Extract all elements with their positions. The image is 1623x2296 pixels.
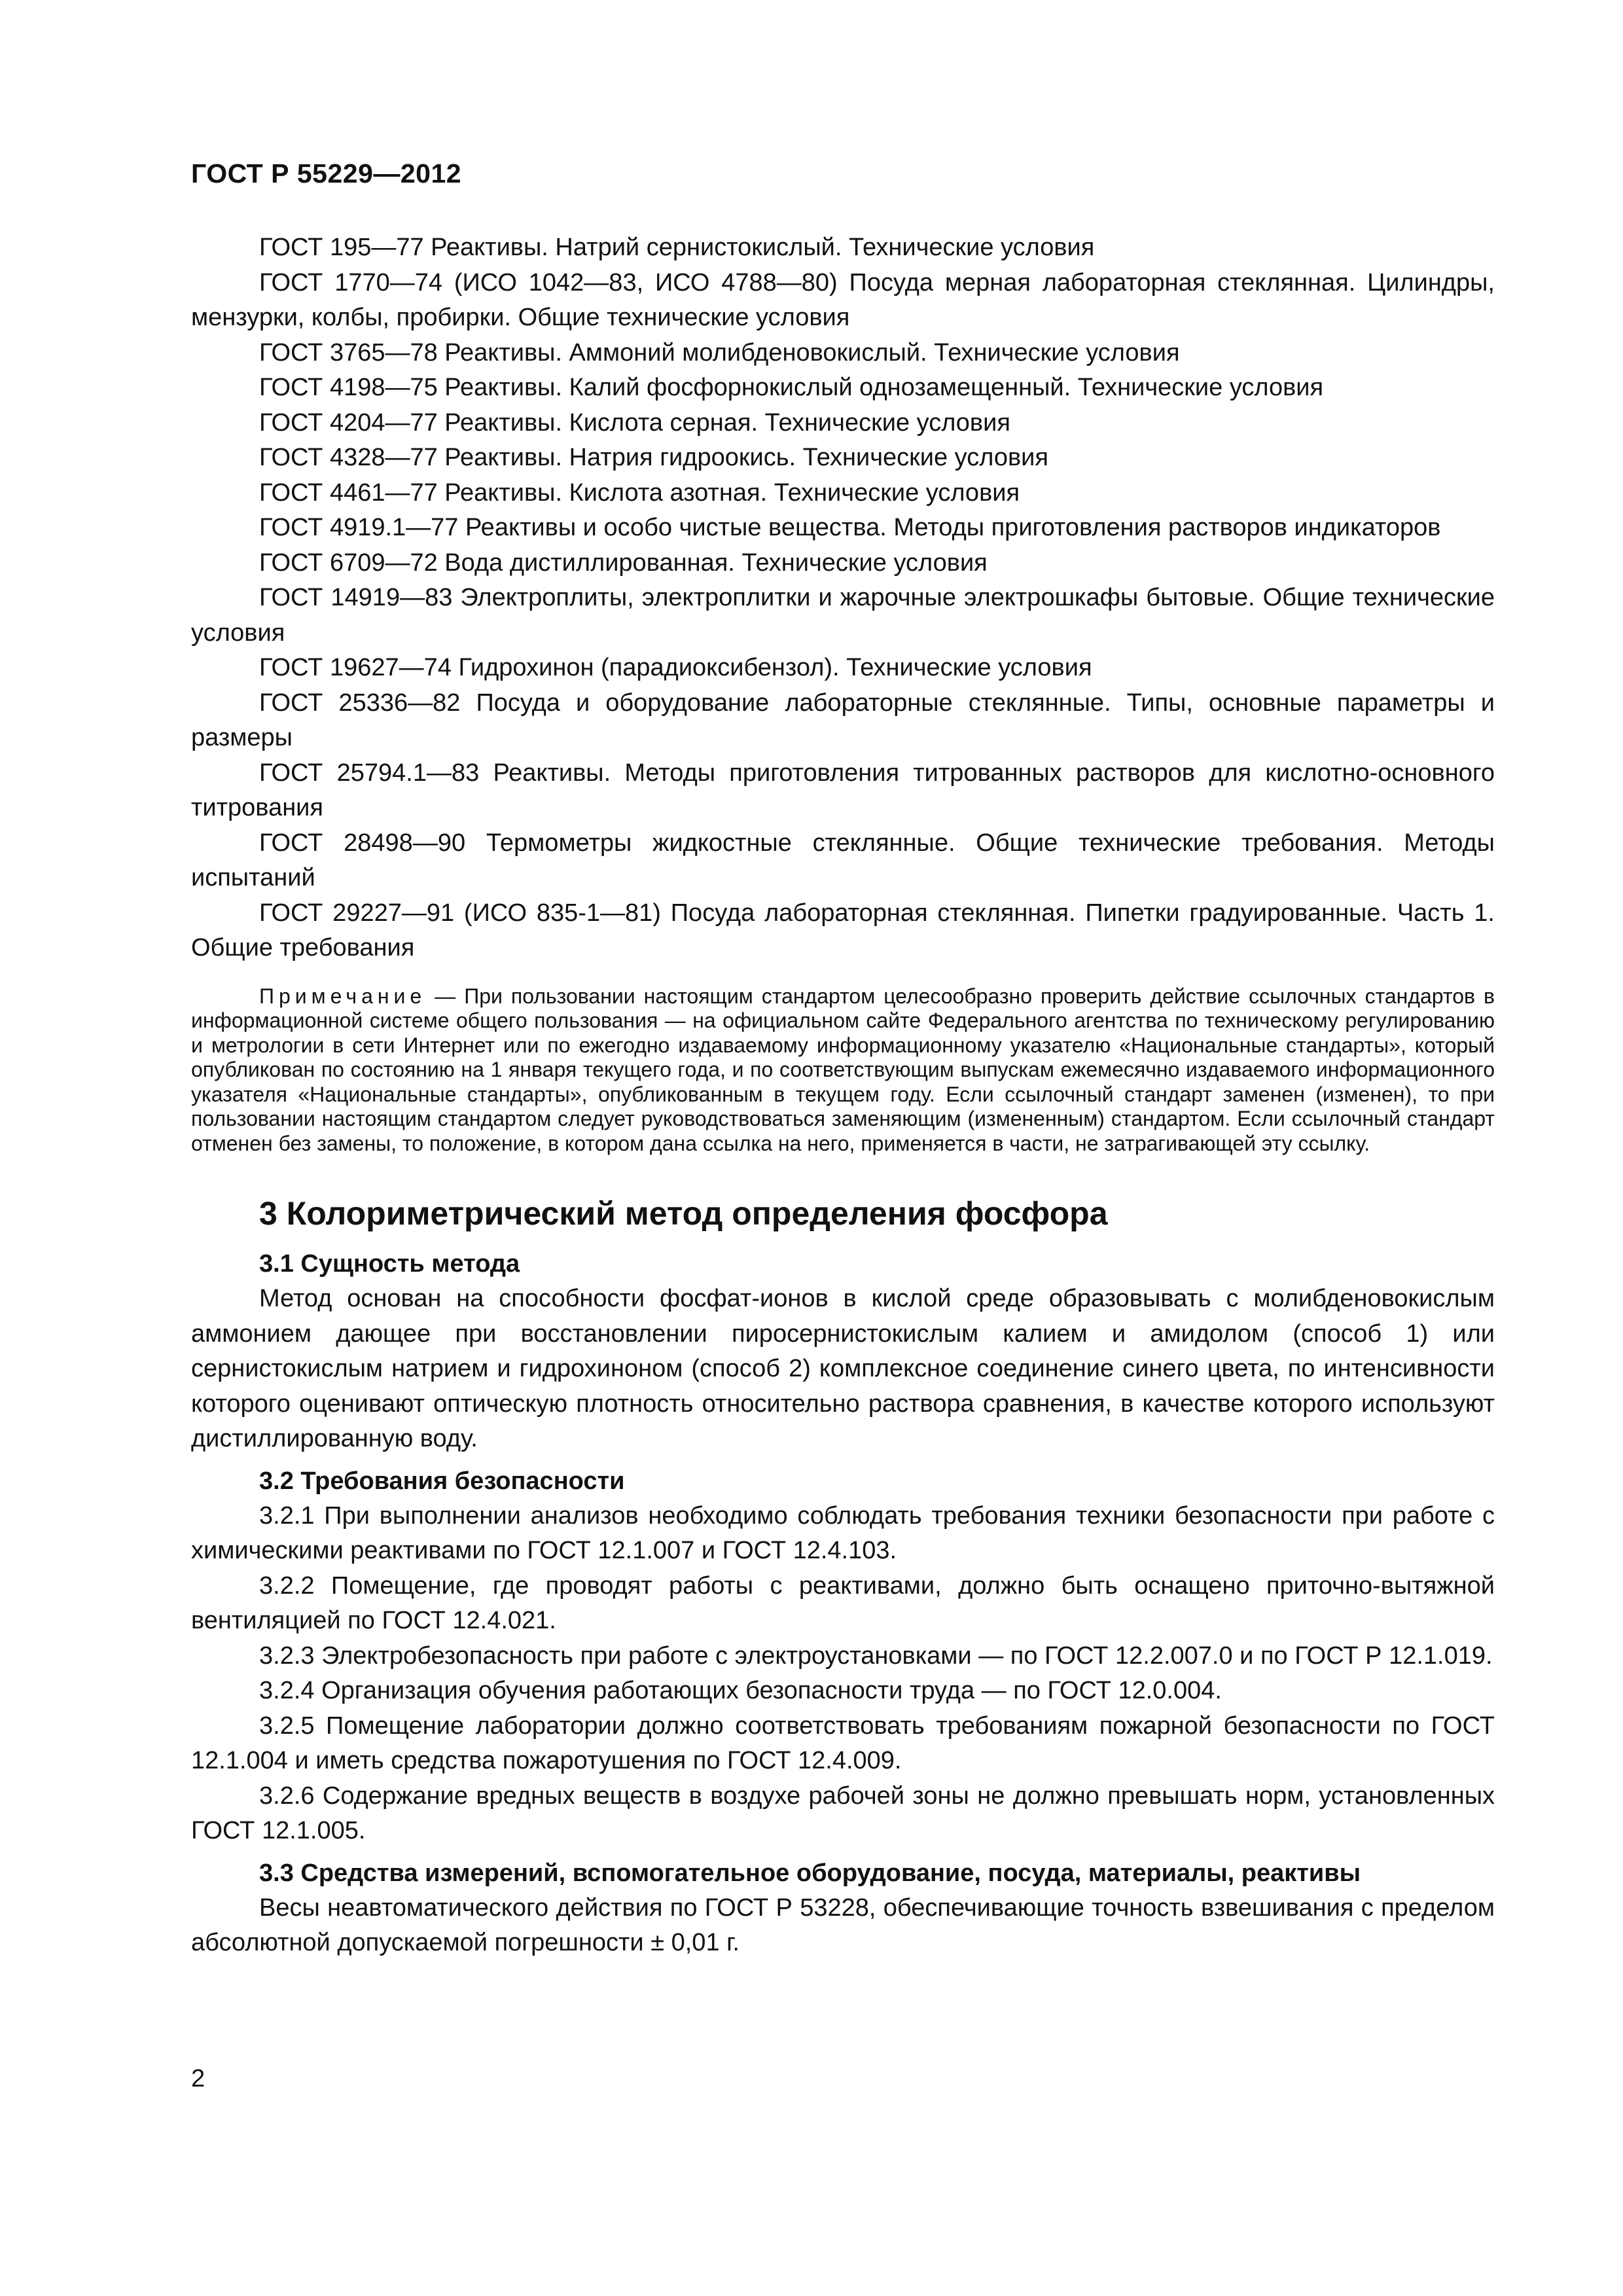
document-header: ГОСТ Р 55229—2012 xyxy=(191,158,462,188)
section-3-2-title: 3.2 Требования безопасности xyxy=(259,1467,625,1495)
section-3-3-text: Весы неавтоматического действия по ГОСТ Р 53228, обеспечивающие точность взвешивания с пределом абсолютной допускаемой погрешности ± 0,01 г. xyxy=(191,1893,1495,1956)
reference-item: ГОСТ 195—77 Реактивы. Натрий сернистокислый. Технические условия xyxy=(259,234,1095,261)
note-text: — При пользовании настоящим стандартом целесообразно проверить действие ссылочных стандартов в информационной системе общего пользования — на официальном сайте Федерального агентства по техническому регулированию и метрологии в сети Интернет или по ежегодно издаваемому информационному указателю «Национальные стандарты», который опубликован по состоянию на 1 января текущего года, и по соответствующим выпускам ежемесячно издаваемого информационного указателя «Национальные стандарты», опубликованным в текущем году. Если ссылочный стандарт заменен (изменен), то при пользовании настоящим стандартом следует руководствоваться заменяющим (измененным) стандартом. Если ссылочный стандарт отменен без замены, то положение, в котором дана ссылка на него, применяется в части, не затрагивающей эту ссылку. xyxy=(191,984,1495,1155)
reference-item: ГОСТ 28498—90 Термометры жидкостные стеклянные. Общие технические требования. Методы испытаний xyxy=(191,829,1495,891)
reference-item: ГОСТ 25794.1—83 Реактивы. Методы приготовления титрованных растворов для кислотно-основного титрования xyxy=(191,759,1495,821)
reference-item: ГОСТ 6709—72 Вода дистиллированная. Технические условия xyxy=(259,548,988,577)
reference-item: ГОСТ 4461—77 Реактивы. Кислота азотная. Технические условия xyxy=(259,478,1020,507)
reference-item: ГОСТ 4204—77 Реактивы. Кислота серная. Технические условия xyxy=(259,408,1010,437)
reference-item: ГОСТ 3765—78 Реактивы. Аммоний молибденовокислый. Технические условия xyxy=(259,338,1180,367)
reference-item: ГОСТ 25336—82 Посуда и оборудование лабораторные стеклянные. Типы, основные параметры и размеры xyxy=(191,689,1495,751)
reference-item: ГОСТ 4198—75 Реактивы. Калий фосфорнокислый однозамещенный. Технические условия xyxy=(259,374,1324,401)
section-3-title: 3 Колориметрический метод определения фосфора xyxy=(259,1195,1108,1232)
clause-3-2-4: 3.2.4 Организация обучения работающих безопасности труда — по ГОСТ 12.0.004. xyxy=(259,1677,1222,1704)
reference-item: ГОСТ 4328—77 Реактивы. Натрия гидроокись. Технические условия xyxy=(259,444,1048,471)
clause-3-2-6: 3.2.6 Содержание вредных веществ в воздухе рабочей зоны не должно превышать норм, установленных ГОСТ 12.1.005. xyxy=(191,1782,1495,1844)
reference-item: ГОСТ 1770—74 (ИСО 1042—83, ИСО 4788—80) Посуда мерная лабораторная стеклянная. Цилиндры, мензурки, колбы, пробирки. Общие технические условия xyxy=(191,268,1495,331)
reference-item: ГОСТ 14919—83 Электроплиты, электроплитки и жарочные электрошкафы бытовые. Общие технические условия xyxy=(191,584,1495,647)
section-3-3-title: 3.3 Средства измерений, вспомогательное оборудование, посуда, материалы, реактивы xyxy=(259,1859,1361,1887)
normative-references-list xyxy=(191,230,1495,966)
note-paragraph xyxy=(191,984,1495,1157)
section-3-1-text: Метод основан на способности фосфат-ионов в кислой среде образовывать с молибденовокислым аммонием дающее при восстановлении пиросернистокислым калием и амидолом (способ 1) или сернистокислым натрием и гидрохиноном (способ 2) комплексное соединение синего цвета, по интенсивности которого оценивают оптическую плотность относительно раствора сравнения, в качестве которого используют дистиллированную воду. xyxy=(191,1285,1495,1452)
reference-item: ГОСТ 19627—74 Гидрохинон (парадиоксибензол). Технические условия xyxy=(259,654,1092,681)
clause-3-2-1: 3.2.1 При выполнении анализов необходимо соблюдать требования техники безопасности при работе с химическими реактивами по ГОСТ 12.1.007 и ГОСТ 12.4.103. xyxy=(191,1501,1495,1564)
page-number: 2 xyxy=(191,2065,205,2092)
clause-3-2-3: 3.2.3 Электробезопасность при работе с электроустановками — по ГОСТ 12.2.007.0 и по ГОСТ Р 12.1.019. xyxy=(259,1641,1493,1670)
clause-3-2-5: 3.2.5 Помещение лаборатории должно соответствовать требованиям пожарной безопасности по ГОСТ 12.1.004 и иметь средства пожаротушения по ГОСТ 12.4.009. xyxy=(191,1712,1495,1774)
clause-3-2-2: 3.2.2 Помещение, где проводят работы с реактивами, должно быть оснащено приточно-вытяжной вентиляцией по ГОСТ 12.4.021. xyxy=(191,1571,1495,1634)
reference-item: ГОСТ 4919.1—77 Реактивы и особо чистые вещества. Методы приготовления растворов индикаторов xyxy=(259,514,1441,541)
reference-item: ГОСТ 29227—91 (ИСО 835-1—81) Посуда лабораторная стеклянная. Пипетки градуированные. Часть 1. Общие требования xyxy=(191,899,1495,961)
note-label: Примечание xyxy=(259,984,427,1008)
page-content xyxy=(191,230,1495,1961)
section-3-1-title: 3.1 Сущность метода xyxy=(259,1250,520,1278)
